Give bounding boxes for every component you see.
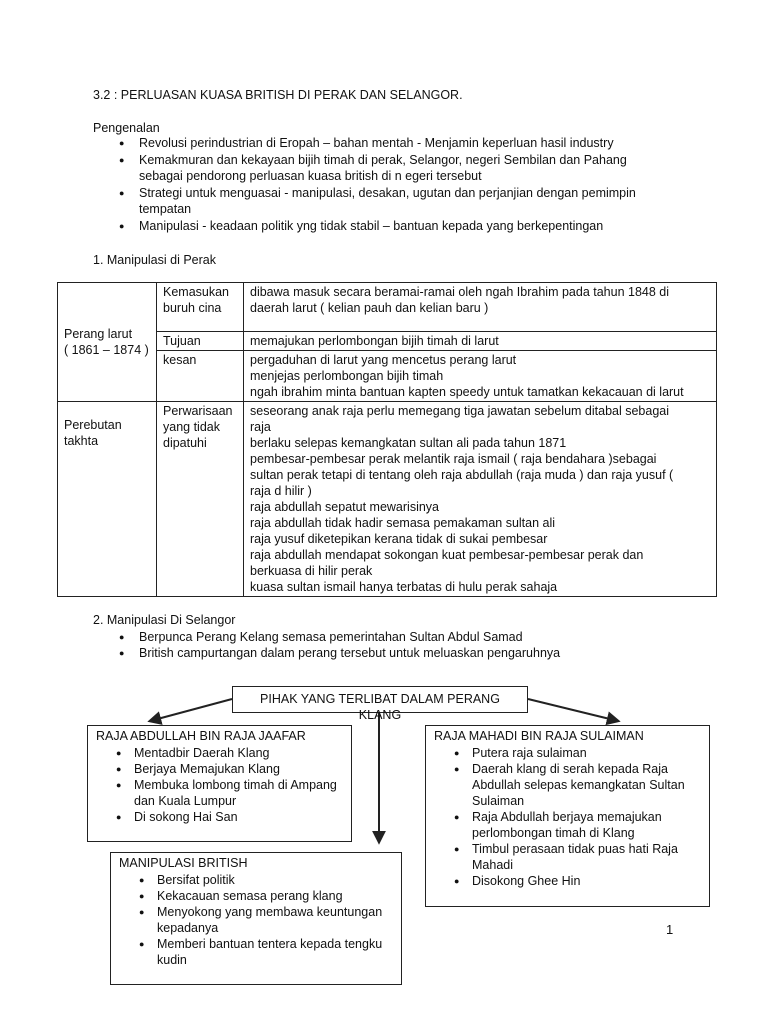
- mahadi-item: ● Daerah klang di serah kepada Raja Abdullah selepas kemangkatan Sultan Sulaiman: [452, 761, 701, 809]
- abdullah-item: ● Membuka lombong timah di Ampang dan Kuala Lumpur: [114, 777, 343, 809]
- intro-bullet: ● Kemakmuran dan kekayaan bijih timah di perak, Selangor, negeri Sembilan dan Pahang sebagai pendorong perluasan kuasa british di n egeri tersebut: [117, 152, 669, 184]
- section2-heading: 2. Manipulasi Di Selangor: [93, 613, 236, 627]
- page-title: 3.2 : PERLUASAN KUASA BRITISH DI PERAK DAN SELANGOR.: [93, 88, 463, 102]
- section1-heading: 1. Manipulasi di Perak: [93, 253, 216, 267]
- takhta-line: berkuasa di hilir perak: [250, 564, 373, 578]
- diagram-center-box: PIHAK YANG TERLIBAT DALAM PERANG KLANG: [232, 686, 528, 713]
- takhta-line: kuasa sultan ismail hanya terbatas di hulu perak sahaja: [250, 580, 558, 594]
- british-item: ● Menyokong yang membawa keuntungan kepadanya: [137, 904, 393, 936]
- takhta-line: berlaku selepas kemangkatan sultan ali pada tahun 1871: [250, 436, 567, 450]
- category-perebutan-takhta: Perebutan takhta: [58, 402, 157, 597]
- label-kemasukan: Kemasukan buruh cina: [157, 283, 244, 332]
- kesan-line: ngah ibrahim minta bantuan kapten speedy untuk tamatkan kekacauan di larut: [250, 385, 684, 399]
- mahadi-item: ● Putera raja sulaiman: [452, 745, 701, 761]
- intro-bullet: ● Revolusi perindustrian di Eropah – bahan mentah - Menjamin keperluan hasil industry: [117, 135, 677, 151]
- takhta-line: seseorang anak raja perlu memegang tiga jawatan sebelum ditabal sebagai: [250, 404, 670, 418]
- arrow-right: [528, 699, 618, 721]
- mahadi-list: [452, 745, 701, 889]
- kesan-line: pergaduhan di larut yang mencetus perang larut: [250, 353, 517, 367]
- takhta-line: raja abdullah tidak hadir semasa pemakaman sultan ali: [250, 516, 556, 530]
- british-item: ● Kekacauan semasa perang klang: [137, 888, 393, 904]
- mahadi-item: ● Raja Abdullah berjaya memajukan perlombongan timah di Klang: [452, 809, 701, 841]
- takhta-line: raja abdullah mendapat sokongan kuat pembesar-pembesar perak dan: [250, 548, 644, 562]
- label-perwarisaan: Perwarisaan yang tidak dipatuhi: [157, 402, 244, 597]
- intro-bullet: ● Manipulasi - keadaan politik yng tidak stabil – bantuan kepada yang berkepentingan: [117, 218, 677, 234]
- intro-label: Pengenalan: [93, 121, 160, 135]
- page-number: 1: [666, 922, 674, 937]
- label-tujuan: Tujuan: [157, 332, 244, 351]
- selangor-bullet: ● British campurtangan dalam perang tersebut untuk meluaskan pengaruhnya: [117, 645, 717, 661]
- abdullah-item: ● Di sokong Hai San: [114, 809, 343, 825]
- arrow-left: [150, 699, 232, 721]
- abdullah-list: [114, 745, 343, 825]
- mahadi-item: ● Timbul perasaan tidak puas hati Raja Mahadi: [452, 841, 701, 873]
- abdullah-box: [87, 725, 352, 842]
- intro-bullet: ● Strategi untuk menguasai - manipulasi, desakan, ugutan dan perjanjian dengan pemimpin tempatan: [117, 185, 687, 217]
- british-item: ● Memberi bantuan tentera kepada tengku kudin: [137, 936, 393, 968]
- text-tujuan: memajukan perlombongan bijih timah di larut: [244, 332, 717, 351]
- british-item: ● Bersifat politik: [137, 872, 393, 888]
- kesan-line: menjejas perlombongan bijih timah: [250, 369, 444, 383]
- mahadi-box: [425, 725, 710, 907]
- takhta-line: raja yusuf diketepikan kerana tidak di sukai pembesar: [250, 532, 548, 546]
- takhta-line: raja d hilir ): [250, 484, 312, 498]
- takhta-line: pembesar-pembesar perak melantik raja ismail ( raja bendahara )sebagai: [250, 452, 657, 466]
- takhta-line: raja: [250, 420, 271, 434]
- british-box: [110, 852, 402, 985]
- british-list: [137, 872, 393, 968]
- abdullah-item: ● Mentadbir Daerah Klang: [114, 745, 343, 761]
- category-years: ( 1861 – 1874 ): [64, 343, 149, 357]
- takhta-line: sultan perak tetapi di tentang oleh raja abdullah (raja muda ) dan raja yusuf (: [250, 468, 674, 482]
- text-kemasukan: dibawa masuk secara beramai-ramai oleh ngah Ibrahim pada tahun 1848 di daerah larut ( kelian pauh dan kelian baru ): [244, 283, 717, 332]
- selangor-bullet: ● Berpunca Perang Kelang semasa pemerintahan Sultan Abdul Samad: [117, 629, 717, 645]
- abdullah-item: ● Berjaya Memajukan Klang: [114, 761, 343, 777]
- british-heading: MANIPULASI BRITISH: [119, 856, 248, 870]
- mahadi-heading: RAJA MAHADI BIN RAJA SULAIMAN: [434, 729, 644, 743]
- mahadi-item: ● Disokong Ghee Hin: [452, 873, 701, 889]
- category-label: Perang larut: [64, 327, 133, 341]
- takhta-line: raja abdullah sepatut mewarisinya: [250, 500, 439, 514]
- label-kesan: kesan: [157, 351, 244, 402]
- abdullah-heading: RAJA ABDULLAH BIN RAJA JAAFAR: [96, 729, 306, 743]
